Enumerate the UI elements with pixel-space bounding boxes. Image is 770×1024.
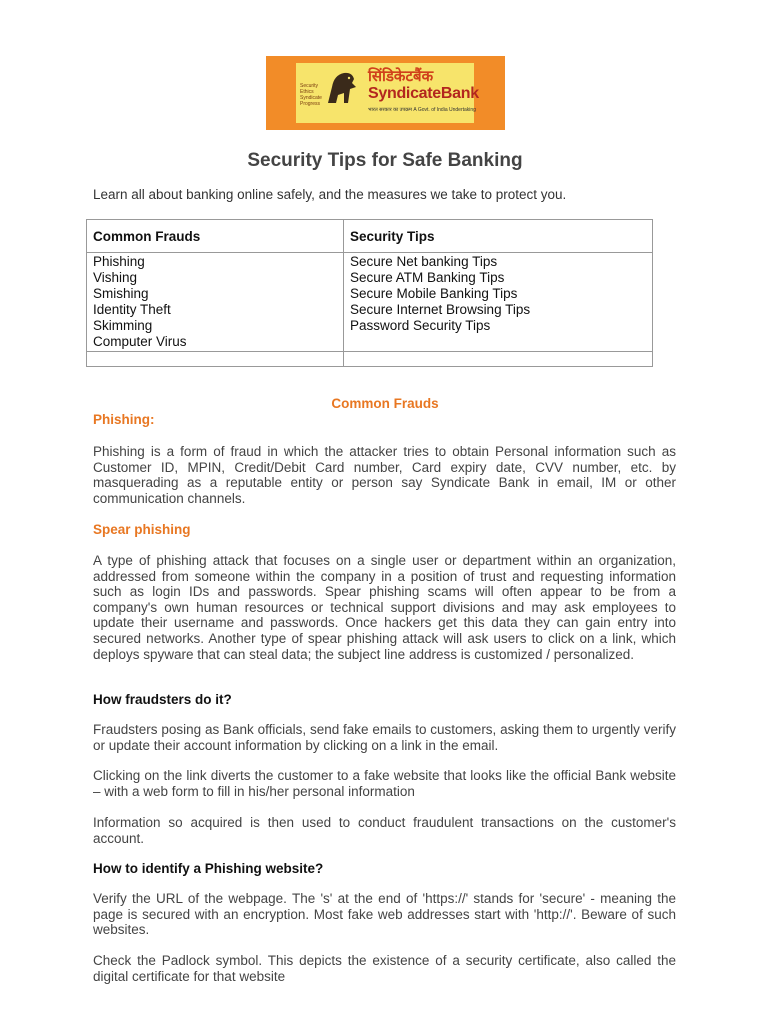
fraud-item-computer-virus[interactable]: Computer Virus: [93, 334, 187, 349]
page-title: Security Tips for Safe Banking: [247, 150, 523, 171]
spear-phishing-paragraph: A type of phishing attack that focuses on a single user or department within an organization, addressed from someone within the company in a position of trust and requesting information such as login IDs and passwords. Spear phishing scams will often appear to be from a company's own human resources or technical support divisions and may ask employees to update their username and passwords. Once hackers get this data they can gain entry into secured networks. Another type of spear phishing attack will ask users to click on a link, which deploys spyware that can steal data; the subject line address is customized / personalized.: [93, 553, 676, 662]
table-row: [87, 253, 653, 352]
seal-line: Security: [300, 83, 319, 89]
header-security-tips: Security Tips: [344, 220, 653, 253]
how-paragraph-3: Information so acquired is then used to conduct fraudulent transactions on the customer's account.: [93, 815, 676, 846]
tip-item-password-security[interactable]: Password Security Tips: [350, 318, 491, 333]
fraud-item-skimming[interactable]: Skimming: [93, 318, 153, 333]
lion-icon: [322, 67, 362, 107]
fraud-item-phishing[interactable]: Phishing: [93, 254, 145, 269]
identify-paragraph-2: Check the Padlock symbol. This depicts the existence of a security certificate, also called the digital certificate for that website: [93, 953, 676, 984]
logo-panel: [296, 63, 479, 123]
logo-english-name: SyndicateBank: [368, 85, 479, 102]
syndicate-bank-logo: [266, 56, 505, 130]
how-paragraph-2: Clicking on the link diverts the customer to a fake website that looks like the official Bank website – with a web form to fill in his/her personal information: [93, 768, 676, 799]
seal-line: Ethics: [300, 89, 314, 95]
logo-hindi-name: सिंडिकेटबैंक: [368, 67, 434, 85]
logo-seal: [300, 83, 322, 107]
heading-identify-phishing: How to identify a Phishing website?: [93, 861, 324, 876]
frauds-tips-table: [86, 219, 653, 367]
seal-line: Progress: [300, 101, 321, 107]
table-row-empty: [87, 352, 653, 367]
logo-tagline: भारत सरकार का उपक्रम A Govt. of India Undertaking: [368, 107, 476, 113]
tip-item-net-banking[interactable]: Secure Net banking Tips: [350, 254, 498, 269]
section-title-common-frauds: Common Frauds: [331, 396, 439, 411]
how-paragraph-1: Fraudsters posing as Bank officials, send fake emails to customers, asking them to urgently verify or update their account information by clicking on a link in the email.: [93, 722, 676, 753]
seal-line: Syndicate: [300, 95, 322, 101]
tips-list-cell: [344, 253, 653, 352]
empty-cell: [87, 352, 344, 367]
empty-cell: [344, 352, 653, 367]
fraud-item-vishing[interactable]: Vishing: [93, 270, 138, 285]
tip-item-mobile-banking[interactable]: Secure Mobile Banking Tips: [350, 286, 518, 301]
phishing-paragraph: Phishing is a form of fraud in which the attacker tries to obtain Personal information such as Customer ID, MPIN, Credit/Debit Card number, Card expiry date, CVV number, etc. by masquerading as a reputable entity or person say Syndicate Bank in email, IM or other communication channels.: [93, 444, 676, 506]
heading-phishing: Phishing:: [93, 412, 155, 427]
tip-item-internet-browsing[interactable]: Secure Internet Browsing Tips: [350, 302, 531, 317]
table-header-row: [87, 220, 653, 253]
frauds-list-cell: [87, 253, 344, 352]
fraud-item-smishing[interactable]: Smishing: [93, 286, 149, 301]
intro-text: Learn all about banking online safely, and the measures we take to protect you.: [93, 187, 567, 202]
identify-paragraph-1: Verify the URL of the webpage. The 's' at the end of 'https://' stands for 'secure' - meaning the page is secured with an encryption. Most fake web addresses start with 'http://'. Beware of such websites.: [93, 891, 676, 938]
heading-spear-phishing: Spear phishing: [93, 522, 191, 537]
fraud-item-identity-theft[interactable]: Identity Theft: [93, 302, 171, 317]
heading-how-fraudsters: How fraudsters do it?: [93, 692, 232, 707]
header-common-frauds: Common Frauds: [87, 220, 344, 253]
tip-item-atm-banking[interactable]: Secure ATM Banking Tips: [350, 270, 505, 285]
